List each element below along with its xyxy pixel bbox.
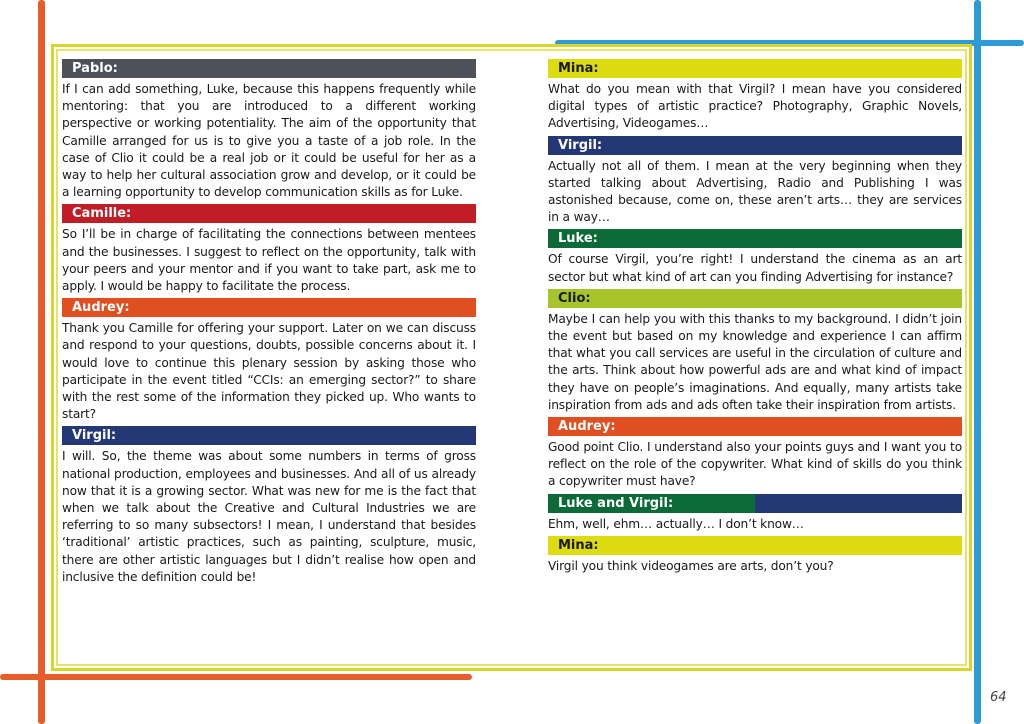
speaker-bar-audrey: Audrey: [62, 298, 476, 317]
dialogue-paragraph: Ehm, well, ehm… actually… I don’t know… [548, 516, 804, 531]
dialogue-paragraph: If I can add something, Luke, because this happens frequently while mentoring: that you are introduced to a different working perspective or working potentiality. The aim of the opportunity that Camille arranged for us is to give you a taste of a job role. In the case of Clio it could be a real job or it could be useful for her as a way to help her cultural association grow and develop, or it could be a learning opportunity to develop communication skills as for Luke. [62, 82, 476, 200]
speaker-bar-mina: Mina: [548, 536, 962, 555]
speaker-bar-audrey: Audrey: [548, 417, 962, 436]
dialogue-paragraph: Actually not all of them. I mean at the very beginning when they started talking about Advertising, Radio and Publishing I was astonished because, come on, these aren’t arts… they are services in a way… [548, 158, 962, 225]
dialogue-paragraph: I will. So, the theme was about some numbers in terms of gross national production, employees and businesses. And all of us already now that it is a growing sector. What was new for me is the fact that when we talk about the Creative and Cultural Industries we are referring to so many subsectors! I mean, I understand that besides ‘traditional’ artistic practices, such as painting, sculpture, music, there are other artistic languages but I didn’t realise how open and inclusive the definition could be! [62, 449, 476, 584]
orange-vertical-stroke [38, 0, 45, 724]
dialogue-paragraph: Of course Virgil, you’re right! I understand the cinema as an art sector but what kind of art can you finding Advertising for instance? [548, 252, 962, 284]
dialogue-paragraph: So I’ll be in charge of facilitating the connections between mentees and the businesses. I suggest to reflect on the opportunity, talk with your peers and your mentor and if you want to take part, ask me to apply. I would be happy to facilitate the process. [62, 227, 476, 294]
speaker-bar-pablo: Pablo: [62, 59, 476, 78]
orange-horizontal-stroke [0, 674, 472, 680]
speaker-bar-luke-and-virgil: Luke and Virgil: [548, 494, 962, 513]
speaker-bar-virgil: Virgil: [548, 136, 962, 155]
speaker-bar-camille: Camille: [62, 204, 476, 223]
right-dialogue-column [548, 56, 962, 578]
dialogue-paragraph: Good point Clio. I understand also your points guys and I want you to reflect on the role of the copywriter. What kind of skills do you think a copywriter must have? [548, 440, 962, 489]
left-dialogue-column [62, 56, 476, 589]
speaker-bar-virgil: Virgil: [62, 426, 476, 445]
dialogue-paragraph: Virgil you think videogames are arts, don’t you? [548, 558, 834, 573]
dialogue-paragraph: Thank you Camille for offering your support. Later on we can discuss and respond to your questions, doubts, possible concerns about it. I would love to continue this plenary session by asking those who participate in the event titled “CCIs: an emerging sector?” to share with the rest some of the information they picked up. Who wants to start? [62, 321, 476, 422]
speaker-bar-clio: Clio: [548, 289, 962, 308]
blue-vertical-stroke [974, 0, 981, 724]
dialogue-paragraph: What do you mean with that Virgil? I mean have you considered digital types of artistic practice? Photography, Graphic Novels, Advertising, Videogames… [548, 82, 962, 131]
page-number: 64 [990, 690, 1007, 705]
speaker-bar-luke: Luke: [548, 229, 962, 248]
speaker-bar-mina: Mina: [548, 59, 962, 78]
dialogue-paragraph: Maybe I can help you with this thanks to my background. I didn’t join the event but based on my knowledge and experience I can affirm that what you call services are useful in the circulation of culture and the arts. Think about how powerful ads are and what kind of impact they have on people’s imaginations. And equally, many artists take inspiration from ads and ads often take their inspiration from artists. [548, 311, 962, 412]
